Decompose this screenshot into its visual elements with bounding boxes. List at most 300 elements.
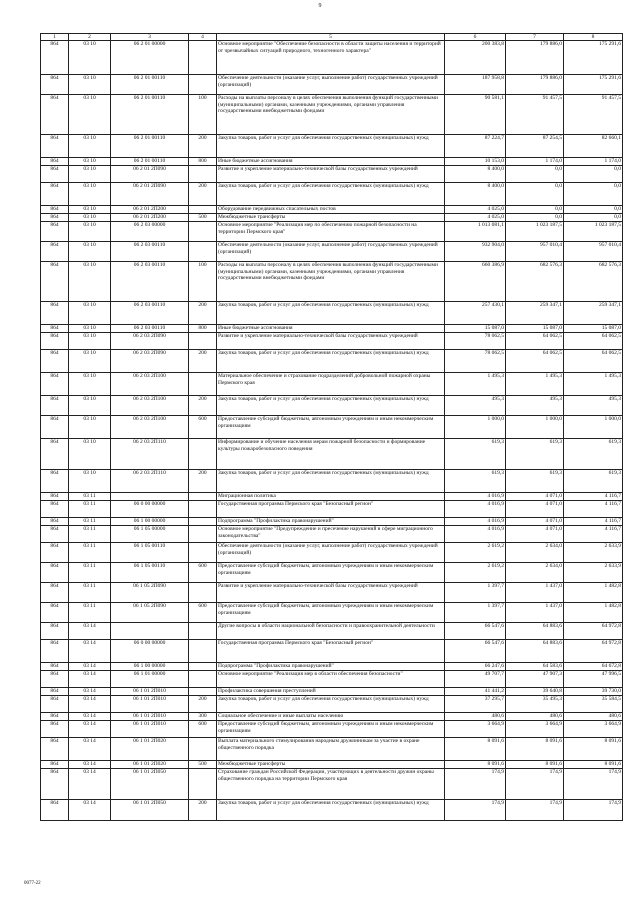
item-name: Социальное обеспечение и иные выплаты населению	[217, 713, 445, 721]
amount-year-3: 1 023 187,5	[564, 222, 623, 242]
amount-year-2: 480,6	[506, 713, 564, 721]
amount-year-1: 257 430,1	[445, 302, 506, 325]
expense-type-code: 200	[189, 800, 217, 821]
item-name: Закупка товаров, работ и услуг для обеспечения государственных (муниципальных) нужд	[217, 470, 445, 493]
budget-admin-code: 864	[41, 470, 69, 493]
target-article-code: 06 2 01 2П200	[111, 206, 189, 214]
item-name: Государственная программа Пермского края "Безопасный регион"	[217, 501, 445, 518]
amount-year-2: 179 886,0	[506, 41, 564, 75]
amount-year-3: 64 972,8	[564, 623, 623, 640]
expense-type-code	[189, 640, 217, 663]
expense-type-code	[189, 166, 217, 183]
amount-year-1: 66 247,6	[445, 663, 506, 671]
amount-year-3: 4 116,7	[564, 493, 623, 501]
budget-admin-code: 864	[41, 350, 69, 373]
amount-year-2: 0,0	[506, 206, 564, 214]
budget-admin-code: 864	[41, 158, 69, 166]
amount-year-3: 8 091,6	[564, 738, 623, 761]
table-row	[41, 603, 623, 623]
target-article-code: 06 1 01 2П020	[111, 738, 189, 761]
table-row	[41, 563, 623, 583]
item-name: Подпрограмма "Профилактика правонарушений"	[217, 518, 445, 526]
item-name: Профилактика совершения преступлений	[217, 688, 445, 696]
section-code: 03 10	[69, 325, 111, 333]
item-name: Основное мероприятие "Реализация мер в области обеспечения безопасности"	[217, 671, 445, 688]
table-row	[41, 350, 623, 373]
target-article-code: 06 2 01 00110	[111, 95, 189, 135]
amount-year-2: 1 437,0	[506, 603, 564, 623]
target-article-code: 06 2 01 00000	[111, 41, 189, 75]
section-code: 03 11	[69, 563, 111, 583]
target-article-code: 06 0 00 00000	[111, 501, 189, 518]
table-row	[41, 696, 623, 713]
table-row	[41, 166, 623, 183]
amount-year-1: 4 025,0	[445, 214, 506, 222]
table-row	[41, 135, 623, 158]
item-name: Другие вопросы в области национальной безопасности и правоохранительной деятельности	[217, 623, 445, 640]
amount-year-2: 1 174,0	[506, 158, 564, 166]
section-code: 03 14	[69, 663, 111, 671]
budget-admin-code: 864	[41, 206, 69, 214]
table-row	[41, 526, 623, 543]
section-code: 03 14	[69, 640, 111, 663]
expense-type-code: 100	[189, 95, 217, 135]
amount-year-2: 174,9	[506, 800, 564, 821]
amount-year-2: 64 062,5	[506, 333, 564, 350]
table-row	[41, 75, 623, 95]
amount-year-3: 495,3	[564, 396, 623, 416]
expense-type-code	[189, 493, 217, 501]
expense-type-code: 800	[189, 325, 217, 333]
budget-admin-code: 864	[41, 396, 69, 416]
item-name: Информирование и обучение населения мерам пожарной безопасности и формирование культуры пожаробезопасного поведения	[217, 439, 445, 470]
budget-admin-code: 864	[41, 761, 69, 769]
target-article-code: 06 2 01 2П090	[111, 183, 189, 206]
budget-admin-code: 864	[41, 688, 69, 696]
amount-year-1: 4 016,9	[445, 493, 506, 501]
item-name: Закупка товаров, работ и услуг для обеспечения государственных (муниципальных) нужд	[217, 696, 445, 713]
amount-year-2: 47 907,3	[506, 671, 564, 688]
item-name: Обеспечение деятельности (оказание услуг, выполнение работ) государственных учреждений (организаций)	[217, 242, 445, 262]
expense-type-code	[189, 543, 217, 563]
amount-year-2: 619,3	[506, 470, 564, 493]
target-article-code: 06 2 03 2П100	[111, 416, 189, 439]
item-name: Развитие и укрепление материально-технической базы государственных учреждений	[217, 333, 445, 350]
target-article-code: 06 1 01 2П010	[111, 696, 189, 713]
column-header: 6	[445, 34, 506, 41]
item-name: Расходы на выплаты персоналу в целях обеспечения выполнения функций государственными (муниципальными) органами, казенными учреждениями, органами управления государственными внебюджетными фондами	[217, 95, 445, 135]
column-header: 3	[111, 34, 189, 41]
budget-admin-code: 864	[41, 183, 69, 206]
section-code: 03 10	[69, 75, 111, 95]
expense-type-code: 200	[189, 350, 217, 373]
amount-year-3: 957 010,4	[564, 242, 623, 262]
table-row	[41, 640, 623, 663]
table-row	[41, 769, 623, 800]
budget-admin-code: 864	[41, 214, 69, 222]
amount-year-1: 1 013 081,1	[445, 222, 506, 242]
amount-year-1: 174,9	[445, 769, 506, 800]
amount-year-1: 8 400,0	[445, 166, 506, 183]
amount-year-1: 1 397,7	[445, 583, 506, 603]
section-code: 03 14	[69, 688, 111, 696]
budget-admin-code: 864	[41, 439, 69, 470]
amount-year-3: 1 482,8	[564, 603, 623, 623]
expense-type-code	[189, 222, 217, 242]
item-name: Предоставление субсидий бюджетным, автономным учреждениям и иным некоммерческим организациям	[217, 416, 445, 439]
expense-type-code	[189, 501, 217, 518]
section-code: 03 10	[69, 373, 111, 396]
table-row	[41, 41, 623, 75]
amount-year-3: 8 091,6	[564, 761, 623, 769]
amount-year-2: 8 091,6	[506, 761, 564, 769]
amount-year-2: 87 254,5	[506, 135, 564, 158]
expense-type-code	[189, 663, 217, 671]
amount-year-1: 8 091,6	[445, 738, 506, 761]
budget-admin-code: 864	[41, 721, 69, 738]
amount-year-3: 91 457,5	[564, 95, 623, 135]
amount-year-1: 78 062,5	[445, 333, 506, 350]
column-header: 4	[189, 34, 217, 41]
budget-admin-code: 864	[41, 663, 69, 671]
amount-year-2: 2 634,0	[506, 543, 564, 563]
amount-year-2: 15 087,0	[506, 325, 564, 333]
amount-year-1: 619,3	[445, 470, 506, 493]
budget-admin-code: 864	[41, 526, 69, 543]
amount-year-1: 90 581,1	[445, 95, 506, 135]
amount-year-3: 3 664,9	[564, 721, 623, 738]
item-name: Миграционная политика	[217, 493, 445, 501]
amount-year-3: 619,3	[564, 470, 623, 493]
budget-admin-code: 864	[41, 769, 69, 800]
amount-year-3: 64 972,8	[564, 640, 623, 663]
amount-year-3: 64 062,5	[564, 333, 623, 350]
expense-type-code: 100	[189, 262, 217, 302]
amount-year-1: 78 062,5	[445, 350, 506, 373]
section-code: 03 10	[69, 350, 111, 373]
budget-admin-code: 864	[41, 95, 69, 135]
amount-year-1: 495,3	[445, 396, 506, 416]
item-name: Межбюджетные трансферты	[217, 761, 445, 769]
item-name: Предоставление субсидий бюджетным, автономным учреждениям и иным некоммерческим организациям	[217, 563, 445, 583]
budget-admin-code: 864	[41, 416, 69, 439]
section-code: 03 10	[69, 439, 111, 470]
section-code: 03 11	[69, 526, 111, 543]
item-name: Межбюджетные трансферты	[217, 214, 445, 222]
table-row	[41, 738, 623, 761]
expense-type-code: 200	[189, 396, 217, 416]
amount-year-2: 64 883,6	[506, 623, 564, 640]
expense-type-code	[189, 439, 217, 470]
amount-year-1: 4 016,9	[445, 526, 506, 543]
budget-admin-code: 864	[41, 493, 69, 501]
amount-year-3: 1 495,3	[564, 373, 623, 396]
table-row	[41, 262, 623, 302]
amount-year-3: 0,0	[564, 214, 623, 222]
amount-year-2: 682 576,3	[506, 262, 564, 302]
target-article-code: 06 1 00 00000	[111, 518, 189, 526]
budget-admin-code: 864	[41, 518, 69, 526]
amount-year-1: 66 547,6	[445, 623, 506, 640]
amount-year-2: 64 062,5	[506, 350, 564, 373]
target-article-code: 06 2 03 00110	[111, 262, 189, 302]
amount-year-2: 1 000,0	[506, 416, 564, 439]
section-code: 03 11	[69, 493, 111, 501]
section-code: 03 10	[69, 242, 111, 262]
column-header: 5	[217, 34, 445, 41]
section-code: 03 11	[69, 518, 111, 526]
budget-admin-code: 864	[41, 543, 69, 563]
item-name: Основное мероприятие "Реализация мер по обеспечению пожарной безопасности на территории Пермского края"	[217, 222, 445, 242]
table-row	[41, 222, 623, 242]
budget-admin-code: 864	[41, 563, 69, 583]
amount-year-1: 187 958,8	[445, 75, 506, 95]
table-row	[41, 95, 623, 135]
budget-admin-code: 864	[41, 373, 69, 396]
item-name: Закупка товаров, работ и услуг для обеспечения государственных (муниципальных) нужд	[217, 800, 445, 821]
amount-year-1: 87 224,7	[445, 135, 506, 158]
amount-year-2: 1 023 187,5	[506, 222, 564, 242]
target-article-code: 06 1 05 00110	[111, 543, 189, 563]
table-row	[41, 373, 623, 396]
amount-year-1: 15 087,0	[445, 325, 506, 333]
target-article-code: 06 2 01 00110	[111, 158, 189, 166]
section-code: 03 10	[69, 333, 111, 350]
table-row	[41, 501, 623, 518]
budget-admin-code: 864	[41, 501, 69, 518]
expense-type-code: 600	[189, 563, 217, 583]
section-code: 03 10	[69, 222, 111, 242]
amount-year-2: 3 664,9	[506, 721, 564, 738]
footer-code: 0077-22	[24, 881, 41, 886]
amount-year-3: 39 730,0	[564, 688, 623, 696]
section-code: 03 14	[69, 721, 111, 738]
table-row	[41, 493, 623, 501]
table-row	[41, 242, 623, 262]
item-name: Основное мероприятие "Предупреждение и пресечение нарушений в сфере миграционного законодательства"	[217, 526, 445, 543]
item-name: Обеспечение деятельности (оказание услуг, выполнение работ) государственных учреждений (организаций)	[217, 75, 445, 95]
table-body	[41, 41, 623, 821]
amount-year-1: 1 495,3	[445, 373, 506, 396]
amount-year-3: 64 672,8	[564, 663, 623, 671]
amount-year-3: 2 633,9	[564, 543, 623, 563]
section-code: 03 10	[69, 470, 111, 493]
amount-year-3: 174,9	[564, 800, 623, 821]
amount-year-3: 682 576,3	[564, 262, 623, 302]
amount-year-3: 4 116,7	[564, 526, 623, 543]
amount-year-1: 174,9	[445, 800, 506, 821]
table-row	[41, 214, 623, 222]
target-article-code: 06 2 03 00000	[111, 222, 189, 242]
budget-admin-code: 864	[41, 640, 69, 663]
amount-year-1: 480,6	[445, 713, 506, 721]
expense-type-code	[189, 671, 217, 688]
target-article-code: 06 2 03 2П100	[111, 396, 189, 416]
amount-year-3: 4 116,7	[564, 501, 623, 518]
table-row	[41, 583, 623, 603]
budget-admin-code: 864	[41, 800, 69, 821]
table-row	[41, 183, 623, 206]
target-article-code: 06 2 03 2П100	[111, 373, 189, 396]
amount-year-2: 259 347,1	[506, 302, 564, 325]
column-header: 1	[41, 34, 69, 41]
budget-admin-code: 864	[41, 135, 69, 158]
amount-year-1: 660 386,9	[445, 262, 506, 302]
target-article-code: 06 1 05 2П090	[111, 603, 189, 623]
section-code: 03 10	[69, 158, 111, 166]
target-article-code: 06 1 05 00000	[111, 526, 189, 543]
amount-year-1: 3 664,9	[445, 721, 506, 738]
expense-type-code: 200	[189, 135, 217, 158]
target-article-code: 06 1 01 2П050	[111, 769, 189, 800]
target-article-code: 06 2 03 00110	[111, 325, 189, 333]
section-code: 03 10	[69, 135, 111, 158]
target-article-code: 06 2 01 2П090	[111, 166, 189, 183]
amount-year-2: 174,9	[506, 769, 564, 800]
amount-year-3: 47 996,5	[564, 671, 623, 688]
amount-year-3: 175 291,6	[564, 41, 623, 75]
item-name: Выплата материального стимулирования народным дружинникам за участие в охране общественного порядка	[217, 738, 445, 761]
section-code: 03 10	[69, 166, 111, 183]
target-article-code: 06 1 00 00000	[111, 663, 189, 671]
amount-year-2: 179 886,0	[506, 75, 564, 95]
expense-type-code: 600	[189, 721, 217, 738]
amount-year-2: 0,0	[506, 214, 564, 222]
expense-type-code: 200	[189, 183, 217, 206]
expense-type-code	[189, 333, 217, 350]
target-article-code: 06 1 05 00110	[111, 563, 189, 583]
item-name: Предоставление субсидий бюджетным, автономным учреждениям и иным некоммерческим организациям	[217, 603, 445, 623]
amount-year-3: 15 087,0	[564, 325, 623, 333]
budget-admin-code: 864	[41, 302, 69, 325]
amount-year-2: 4 071,0	[506, 493, 564, 501]
amount-year-1: 8 091,6	[445, 761, 506, 769]
budget-admin-code: 864	[41, 713, 69, 721]
item-name: Развитие и укрепление материально-технической базы государственных учреждений	[217, 583, 445, 603]
table-row	[41, 206, 623, 214]
table-row	[41, 518, 623, 526]
amount-year-2: 2 634,0	[506, 563, 564, 583]
section-code: 03 11	[69, 583, 111, 603]
amount-year-1: 41 441,2	[445, 688, 506, 696]
item-name: Расходы на выплаты персоналу в целях обеспечения выполнения функций государственными (муниципальными) органами, казенными учреждениями, органами управления государственными внебюджетными фондами	[217, 262, 445, 302]
section-code: 03 14	[69, 713, 111, 721]
section-code: 03 14	[69, 671, 111, 688]
expense-type-code	[189, 583, 217, 603]
table-row	[41, 623, 623, 640]
budget-table	[40, 33, 623, 821]
table-row	[41, 543, 623, 563]
amount-year-1: 4 025,0	[445, 206, 506, 214]
budget-admin-code: 864	[41, 583, 69, 603]
table-row	[41, 663, 623, 671]
expense-type-code: 600	[189, 603, 217, 623]
expense-type-code	[189, 518, 217, 526]
item-name: Закупка товаров, работ и услуг для обеспечения государственных (муниципальных) нужд	[217, 350, 445, 373]
item-name: Закупка товаров, работ и услуг для обеспечения государственных (муниципальных) нужд	[217, 302, 445, 325]
section-code: 03 10	[69, 416, 111, 439]
expense-type-code: 500	[189, 761, 217, 769]
table-row	[41, 416, 623, 439]
budget-admin-code: 864	[41, 242, 69, 262]
amount-year-1: 932 904,0	[445, 242, 506, 262]
amount-year-3: 64 062,5	[564, 350, 623, 373]
budget-admin-code: 864	[41, 262, 69, 302]
target-article-code: 06 1 01 00000	[111, 671, 189, 688]
budget-admin-code: 864	[41, 166, 69, 183]
target-article-code: 06 1 01 2П010	[111, 688, 189, 696]
amount-year-2: 0,0	[506, 183, 564, 206]
item-name: Материальное обеспечение и страхование подразделений добровольной пожарной охраны Пермского края	[217, 373, 445, 396]
item-name: Закупка товаров, работ и услуг для обеспечения государственных (муниципальных) нужд	[217, 183, 445, 206]
section-code: 03 14	[69, 761, 111, 769]
amount-year-2: 64 883,6	[506, 640, 564, 663]
amount-year-3: 174,9	[564, 769, 623, 800]
amount-year-3: 35 584,5	[564, 696, 623, 713]
amount-year-2: 1 437,0	[506, 583, 564, 603]
amount-year-1: 1 000,0	[445, 416, 506, 439]
amount-year-3: 4 116,7	[564, 518, 623, 526]
expense-type-code: 500	[189, 214, 217, 222]
target-article-code: 06 2 03 2П090	[111, 350, 189, 373]
target-article-code: 06 2 01 2П200	[111, 214, 189, 222]
section-code: 03 10	[69, 95, 111, 135]
amount-year-2: 91 457,5	[506, 95, 564, 135]
header-row	[41, 34, 623, 41]
budget-admin-code: 864	[41, 222, 69, 242]
amount-year-1: 2 619,2	[445, 563, 506, 583]
table-row	[41, 721, 623, 738]
target-article-code: 06 1 01 2П010	[111, 721, 189, 738]
target-article-code	[111, 493, 189, 501]
target-article-code: 06 2 03 00110	[111, 242, 189, 262]
page-number: 9	[318, 3, 322, 9]
section-code: 03 10	[69, 206, 111, 214]
table-row	[41, 470, 623, 493]
column-header: 7	[506, 34, 564, 41]
amount-year-3: 2 633,9	[564, 563, 623, 583]
amount-year-2: 495,3	[506, 396, 564, 416]
item-name: Предоставление субсидий бюджетным, автономным учреждениям и иным некоммерческим организациям	[217, 721, 445, 738]
budget-admin-code: 864	[41, 333, 69, 350]
amount-year-2: 957 010,4	[506, 242, 564, 262]
budget-admin-code: 864	[41, 671, 69, 688]
table-row	[41, 333, 623, 350]
section-code: 03 10	[69, 302, 111, 325]
item-name: Иные бюджетные ассигнования	[217, 158, 445, 166]
expense-type-code	[189, 206, 217, 214]
table-row	[41, 800, 623, 821]
table-row	[41, 671, 623, 688]
target-article-code	[111, 623, 189, 640]
amount-year-1: 37 295,7	[445, 696, 506, 713]
budget-admin-code: 864	[41, 75, 69, 95]
amount-year-2: 4 071,0	[506, 526, 564, 543]
amount-year-2: 0,0	[506, 166, 564, 183]
expense-type-code	[189, 526, 217, 543]
amount-year-3: 1 000,0	[564, 416, 623, 439]
item-name: Закупка товаров, работ и услуг для обеспечения государственных (муниципальных) нужд	[217, 396, 445, 416]
column-header: 2	[69, 34, 111, 41]
target-article-code: 06 1 01 2П020	[111, 761, 189, 769]
amount-year-3: 259 347,1	[564, 302, 623, 325]
expense-type-code	[189, 373, 217, 396]
target-article-code: 06 2 03 2П110	[111, 470, 189, 493]
amount-year-1: 1 397,7	[445, 603, 506, 623]
budget-admin-code: 864	[41, 623, 69, 640]
budget-admin-code: 864	[41, 325, 69, 333]
expense-type-code	[189, 242, 217, 262]
